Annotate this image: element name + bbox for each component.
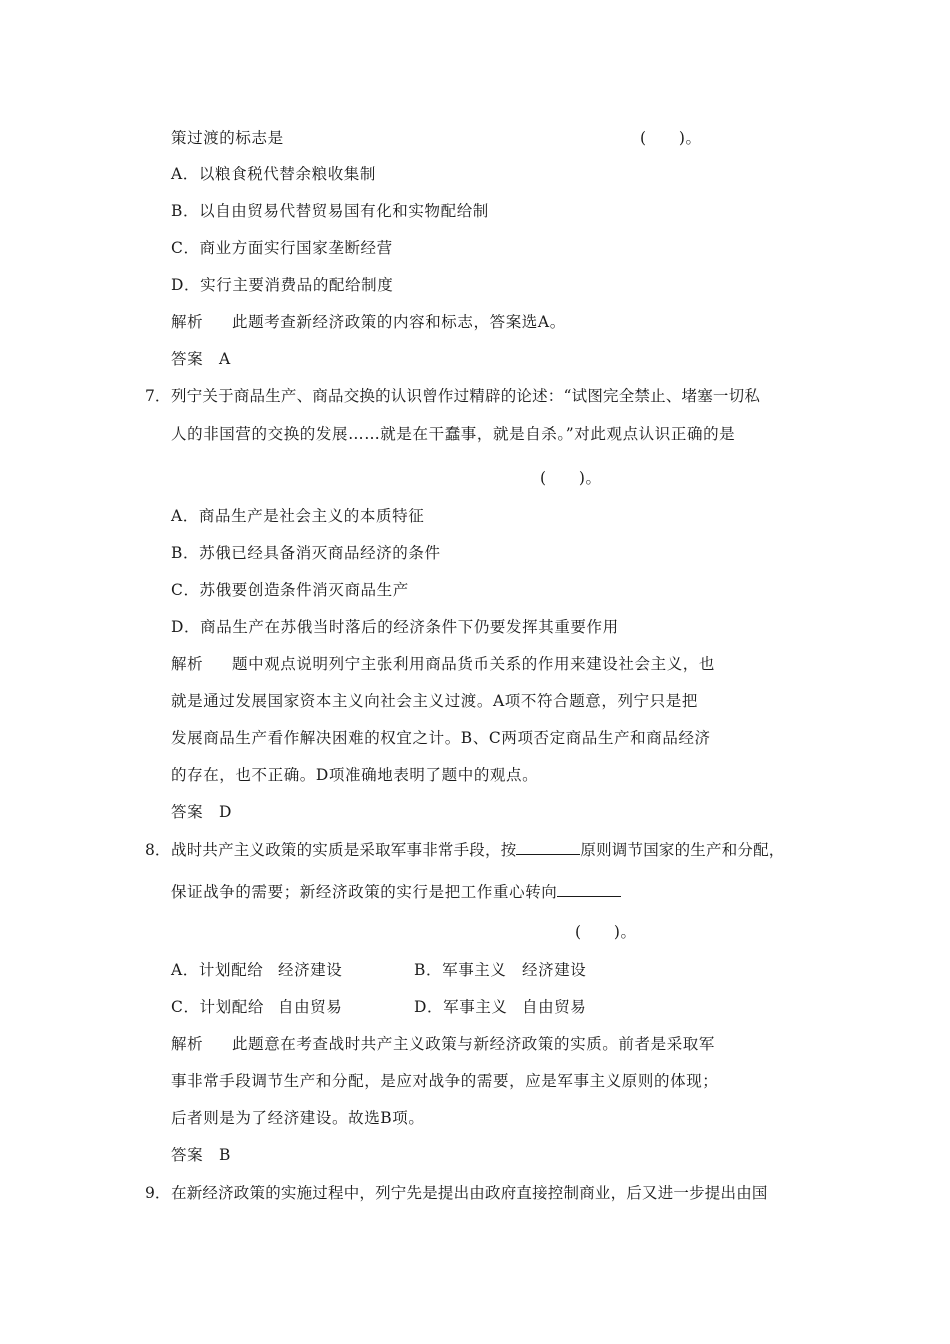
- q7-analysis-label: 解析: [171, 655, 204, 673]
- q7-paren: ( )。: [540, 469, 602, 487]
- q8-option-b-value: 经济建设: [522, 961, 587, 979]
- q8-option-c-label: C．计划配给: [171, 998, 264, 1016]
- q9-number: 9．: [145, 1184, 171, 1202]
- q7-option-b: B．苏俄已经具备消灭商品经济的条件: [171, 544, 441, 562]
- q7-analysis-line-4: 的存在，也不正确。D项准确地表明了题中的观点。: [171, 766, 539, 784]
- q9-stem: 在新经济政策的实施过程中，列宁先是提出由政府直接控制商业，后又进一步提出由国: [171, 1184, 768, 1202]
- q6-stem: 策过渡的标志是: [171, 129, 284, 147]
- q8-number: 8．: [145, 841, 171, 859]
- q6-option-c: C．商业方面实行国家垄断经营: [171, 239, 393, 257]
- q7-option-a: A．商品生产是社会主义的本质特征: [171, 507, 425, 525]
- q8-analysis-line-2: 事非常手段调节生产和分配，是应对战争的需要，应是军事主义原则的体现；: [171, 1072, 719, 1090]
- q7-answer: D: [219, 803, 233, 821]
- q8-answer: B: [219, 1146, 231, 1164]
- q6-answer-label: 答案: [171, 350, 204, 368]
- q8-stem-line-1-part-b: 原则调节国家的生产和分配，: [580, 841, 785, 859]
- q7-stem-line-1: 列宁关于商品生产、商品交换的认识曾作过精辟的论述：“试图完全禁止、堵塞一切私: [171, 387, 761, 405]
- q8-option-b-label: B．军事主义: [414, 961, 507, 979]
- q8-option-c-value: 自由贸易: [278, 998, 343, 1016]
- q8-stem-line-2: [171, 882, 621, 902]
- q6-answer: A: [219, 350, 231, 368]
- q6-option-d: D．实行主要消费品的配给制度: [171, 276, 394, 294]
- q8-option-a-value: 经济建设: [278, 961, 343, 979]
- q8-stem-line-2-text: 保证战争的需要；新经济政策的实行是把工作重心转向: [171, 883, 558, 901]
- q8-analysis-line-1: 此题意在考查战时共产主义政策与新经济政策的实质。前者是采取军: [232, 1035, 716, 1053]
- q7-option-c: C．苏俄要创造条件消灭商品生产: [171, 581, 409, 599]
- q7-analysis-line-1: 题中观点说明列宁主张利用商品货币关系的作用来建设社会主义，也: [232, 655, 716, 673]
- q6-analysis-label: 解析: [171, 313, 204, 331]
- q8-blank-1: [516, 840, 580, 855]
- q7-stem-line-2: 人的非国营的交换的发展……就是在干蠢事，就是自杀。”对此观点认识正确的是: [171, 425, 736, 443]
- q8-option-d-label: D．军事主义: [414, 998, 508, 1016]
- q8-option-d-value: 自由贸易: [522, 998, 587, 1016]
- q8-stem-line-1-part-a: 战时共产主义政策的实质是采取军事非常手段，按: [171, 841, 517, 859]
- q8-answer-label: 答案: [171, 1146, 204, 1164]
- q6-option-b: B．以自由贸易代替贸易国有化和实物配给制: [171, 202, 489, 220]
- q6-analysis: 此题考查新经济政策的内容和标志，答案选A。: [232, 313, 566, 331]
- q7-analysis-line-2: 就是通过发展国家资本主义向社会主义过渡。A项不符合题意，列宁只是把: [171, 692, 698, 710]
- q8-blank-2: [557, 882, 621, 897]
- q8-analysis-line-3: 后者则是为了经济建设。故选B项。: [171, 1109, 425, 1127]
- q7-analysis-line-3: 发展商品生产看作解决困难的权宜之计。B、C两项否定商品生产和商品经济: [171, 729, 711, 747]
- q8-stem-line-1: [171, 840, 785, 860]
- q7-number: 7．: [145, 387, 171, 405]
- q8-paren: ( )。: [575, 923, 637, 941]
- q8-option-a-label: A．计划配给: [171, 961, 264, 979]
- q7-answer-label: 答案: [171, 803, 204, 821]
- q8-analysis-label: 解析: [171, 1035, 204, 1053]
- q7-option-d: D．商品生产在苏俄当时落后的经济条件下仍要发挥其重要作用: [171, 618, 619, 636]
- q6-option-a: A．以粮食税代替余粮收集制: [171, 165, 376, 183]
- q6-paren: ( )。: [640, 129, 702, 147]
